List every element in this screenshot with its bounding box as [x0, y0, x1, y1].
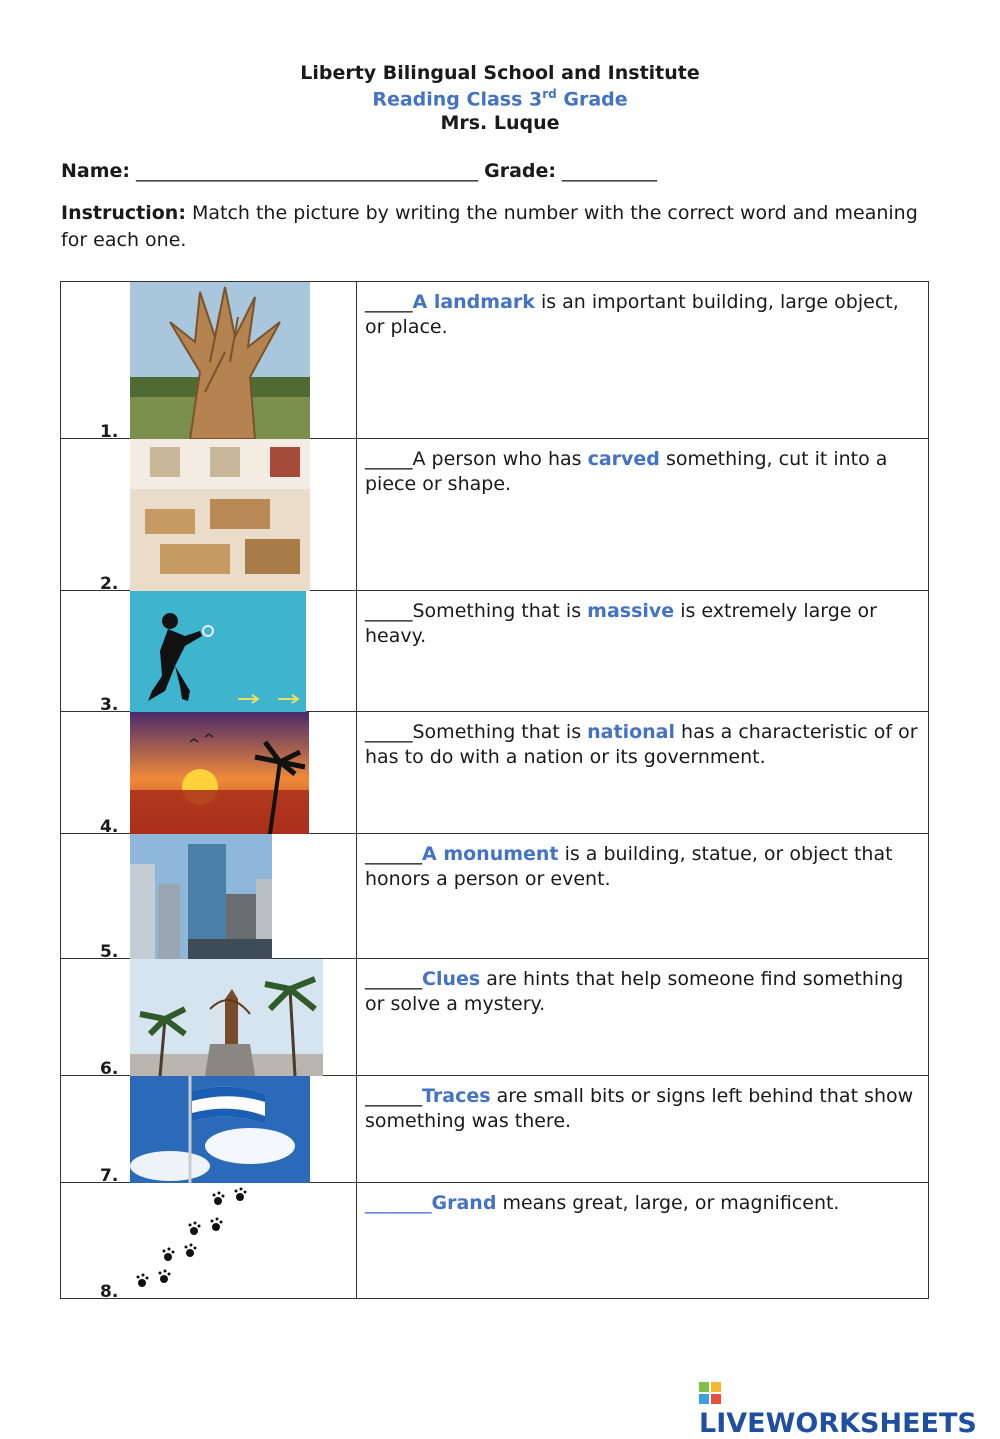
- picture-cell: [61, 591, 357, 715]
- row-number: 4.: [100, 817, 119, 837]
- matching-table: [60, 281, 929, 1302]
- vocab-word: carved: [587, 448, 660, 470]
- table-row: [61, 959, 929, 1076]
- name-label: Name:: [61, 160, 131, 182]
- definition-cell: _____Something that is national has a characteristic of or has to do with a nation or its government.: [357, 712, 929, 834]
- table-row: [61, 1183, 929, 1299]
- answer-blank[interactable]: _____: [365, 448, 413, 470]
- table-row: [61, 712, 929, 834]
- vocab-word: Clues: [422, 968, 481, 990]
- answer-blank[interactable]: _____: [365, 600, 413, 622]
- class-title: Reading Class 3rd Grade: [372, 87, 628, 111]
- name-grade-line: [61, 160, 657, 182]
- definition-cell: _______Grand means great, large, or magnificent.: [357, 1183, 929, 1299]
- answer-blank[interactable]: _______: [365, 1192, 432, 1214]
- picture-cell: [61, 834, 357, 962]
- row-number: 2.: [100, 574, 119, 594]
- answer-blank[interactable]: ______: [365, 1085, 422, 1107]
- vocab-word: massive: [587, 600, 675, 622]
- table-row: [61, 282, 929, 439]
- table-row: [61, 591, 929, 712]
- picture-cell: [61, 1183, 357, 1302]
- school-name: Liberty Bilingual School and Institute: [300, 62, 700, 84]
- grade-field[interactable]: __________: [555, 160, 658, 182]
- row-number: 6.: [100, 1059, 119, 1079]
- vocab-word: A monument: [422, 843, 559, 865]
- paw-prints-image: [130, 1183, 280, 1299]
- definition-cell: ______A monument is a building, statue, or object that honors a person or event.: [357, 834, 929, 959]
- detective-image: [130, 591, 306, 712]
- picture-cell: [61, 1076, 357, 1186]
- table-row: [61, 1076, 929, 1183]
- table-row: [61, 834, 929, 959]
- picture-cell: [61, 439, 357, 594]
- liveworksheets-logo: LIVEWORKSHEETS: [699, 1377, 1000, 1439]
- teacher-name: Mrs. Luque: [440, 112, 560, 134]
- picture-cell: [61, 959, 357, 1079]
- carved-tree-sculpture-image: [130, 282, 310, 439]
- grade-label: Grade:: [484, 160, 556, 182]
- museum-room-image: [130, 439, 310, 591]
- instruction: [61, 200, 941, 254]
- row-number: 1.: [100, 422, 119, 442]
- row-number: 3.: [100, 695, 119, 715]
- picture-cell: [61, 712, 357, 837]
- row-number: 5.: [100, 942, 119, 962]
- definition-cell: _____Something that is massive is extremely large or heavy.: [357, 591, 929, 712]
- table-row: [61, 439, 929, 591]
- logo-icon: [699, 1382, 721, 1404]
- definition-cell: ______Clues are hints that help someone find something or solve a mystery.: [357, 959, 929, 1076]
- picture-cell: [61, 282, 357, 442]
- definition-cell: _____A person who has carved something, cut it into a piece or shape.: [357, 439, 929, 591]
- definition-cell: ______Traces are small bits or signs left behind that show something was there.: [357, 1076, 929, 1183]
- instruction-text: Match the picture by writing the number with the correct word and meaning for each one.: [61, 202, 918, 251]
- sunset-image: [130, 712, 309, 834]
- answer-blank[interactable]: _____: [365, 291, 413, 313]
- city-skyline-image: [130, 834, 272, 959]
- vocab-word: Traces: [422, 1085, 491, 1107]
- statue-image: [130, 959, 323, 1076]
- row-number: 7.: [100, 1166, 119, 1186]
- name-field[interactable]: ____________________________________: [130, 160, 485, 182]
- flag-image: [130, 1076, 310, 1183]
- definition-cell: _____A landmark is an important building, large object, or place.: [357, 282, 929, 439]
- row-number: 8.: [100, 1282, 119, 1302]
- vocab-word: national: [587, 721, 675, 743]
- answer-blank[interactable]: ______: [365, 843, 422, 865]
- vocab-word: A landmark: [412, 291, 535, 313]
- vocab-word: Grand: [431, 1192, 497, 1214]
- instruction-label: Instruction:: [61, 202, 186, 224]
- answer-blank[interactable]: ______: [365, 968, 422, 990]
- answer-blank[interactable]: _____: [365, 721, 413, 743]
